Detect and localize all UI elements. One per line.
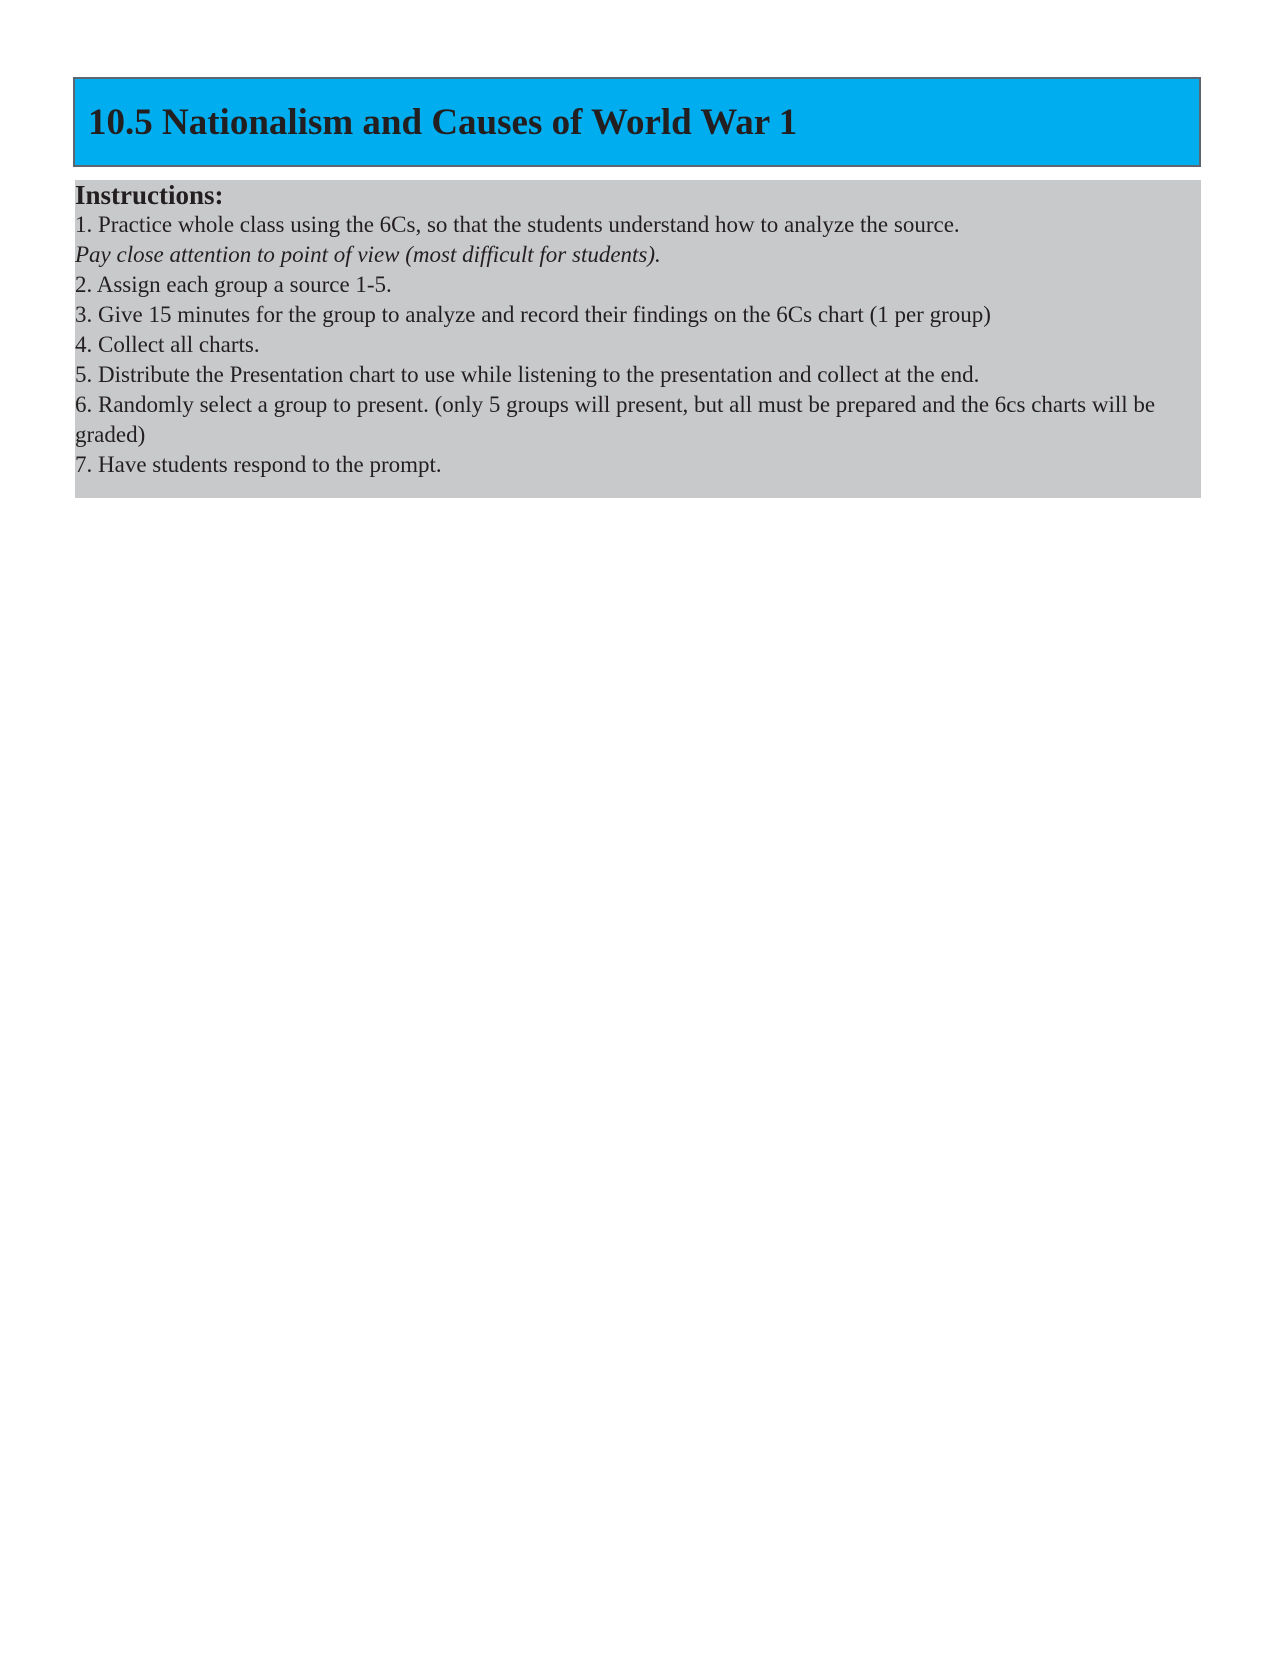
page-title: 10.5 Nationalism and Causes of World War 1 (88, 101, 798, 143)
instruction-step-4: 4. Collect all charts. (75, 332, 260, 357)
title-banner (73, 77, 1201, 167)
instruction-step-2: 2. Assign each group a source 1-5. (75, 272, 392, 297)
instruction-step-6: 6. Randomly select a group to present. (only 5 groups will present, but all must be prepared and the 6cs charts will be graded) (75, 392, 1156, 447)
instruction-note-point-of-view: Pay close attention to point of view (most difficult for students). (75, 242, 661, 267)
instruction-step-7: 7. Have students respond to the prompt. (75, 452, 442, 477)
instructions-panel (75, 180, 1201, 498)
instruction-step-1: 1. Practice whole class using the 6Cs, so that the students understand how to analyze the source. (75, 212, 960, 237)
instruction-step-5: 5. Distribute the Presentation chart to use while listening to the presentation and collect at the end. (75, 362, 980, 387)
instructions-heading: Instructions: (75, 180, 224, 210)
instructions-content (75, 180, 1185, 480)
instruction-step-3: 3. Give 15 minutes for the group to analyze and record their findings on the 6Cs chart (1 per group) (75, 302, 991, 327)
